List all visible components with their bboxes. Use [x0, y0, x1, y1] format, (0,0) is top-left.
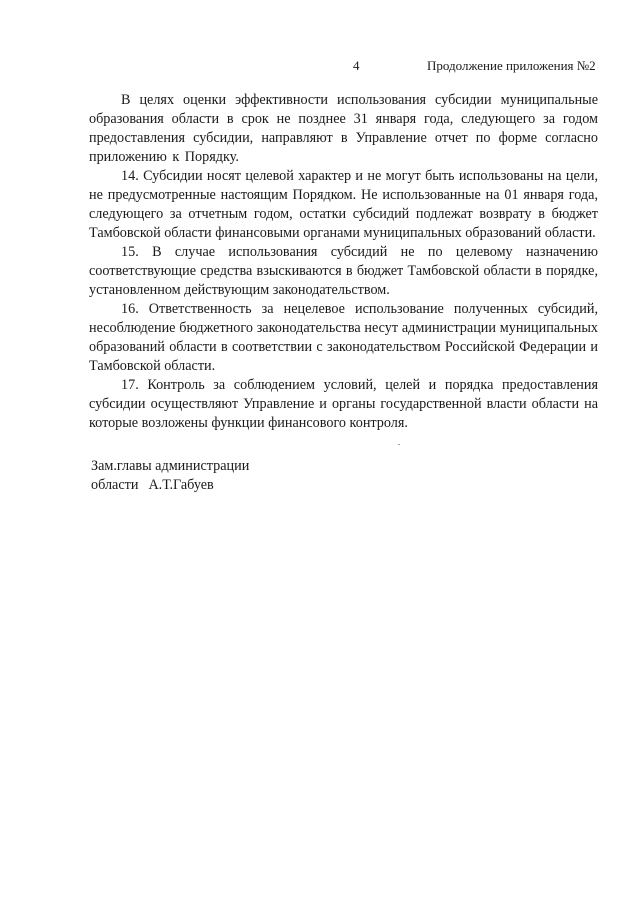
signature-position-region: области — [91, 477, 139, 493]
signature-position-line2 — [91, 476, 249, 495]
signature-position-line1: Зам.главы администрации — [91, 458, 250, 474]
signature-block — [91, 457, 249, 495]
page-header — [0, 58, 640, 78]
paragraph-evaluation-report: В целях оценки эффективности использования субсидии муниципальные образования области в срок не позднее 31 января года, следующего за годом предоставления субсидии, направляют в Управление отчет по форме согласно приложению к Порядку. — [89, 92, 598, 165]
paragraph-16-responsibility: 16. Ответственность за нецелевое использование полученных субсидий, несоблюдение бюджетного законодательства несут администрации муниципальных образований области в соответствии с законодательством Российской Федерации и Тамбовской области. — [89, 301, 598, 374]
document-body — [89, 91, 598, 433]
signature-name: А.Т.Габуев — [148, 477, 214, 493]
paragraph-17-control: 17. Контроль за соблюдением условий, целей и порядка предоставления субсидии осуществляют Управление и органы государственной власти области на которые возложены функции финансового контроля. — [89, 377, 598, 431]
paragraph-15-misuse-recovery: 15. В случае использования субсидий не по целевому назначению соответствующие средства взыскиваются в бюджет Тамбовской области в порядке, установленном действующим законодательством. — [89, 244, 598, 298]
scan-dot-mark — [398, 444, 400, 445]
page-number: 4 — [353, 58, 360, 73]
annex-continuation-note: Продолжение приложения №2 — [427, 58, 596, 73]
paragraph-14-target-use: 14. Субсидии носят целевой характер и не могут быть использованы на цели, не предусмотренные настоящим Порядком. Не использованные на 01 января года, следующего за отчетным годом, остатки субсидий подлежат возврату в бюджет Тамбовской области финансовыми органами муниципальных образований области. — [89, 168, 598, 241]
